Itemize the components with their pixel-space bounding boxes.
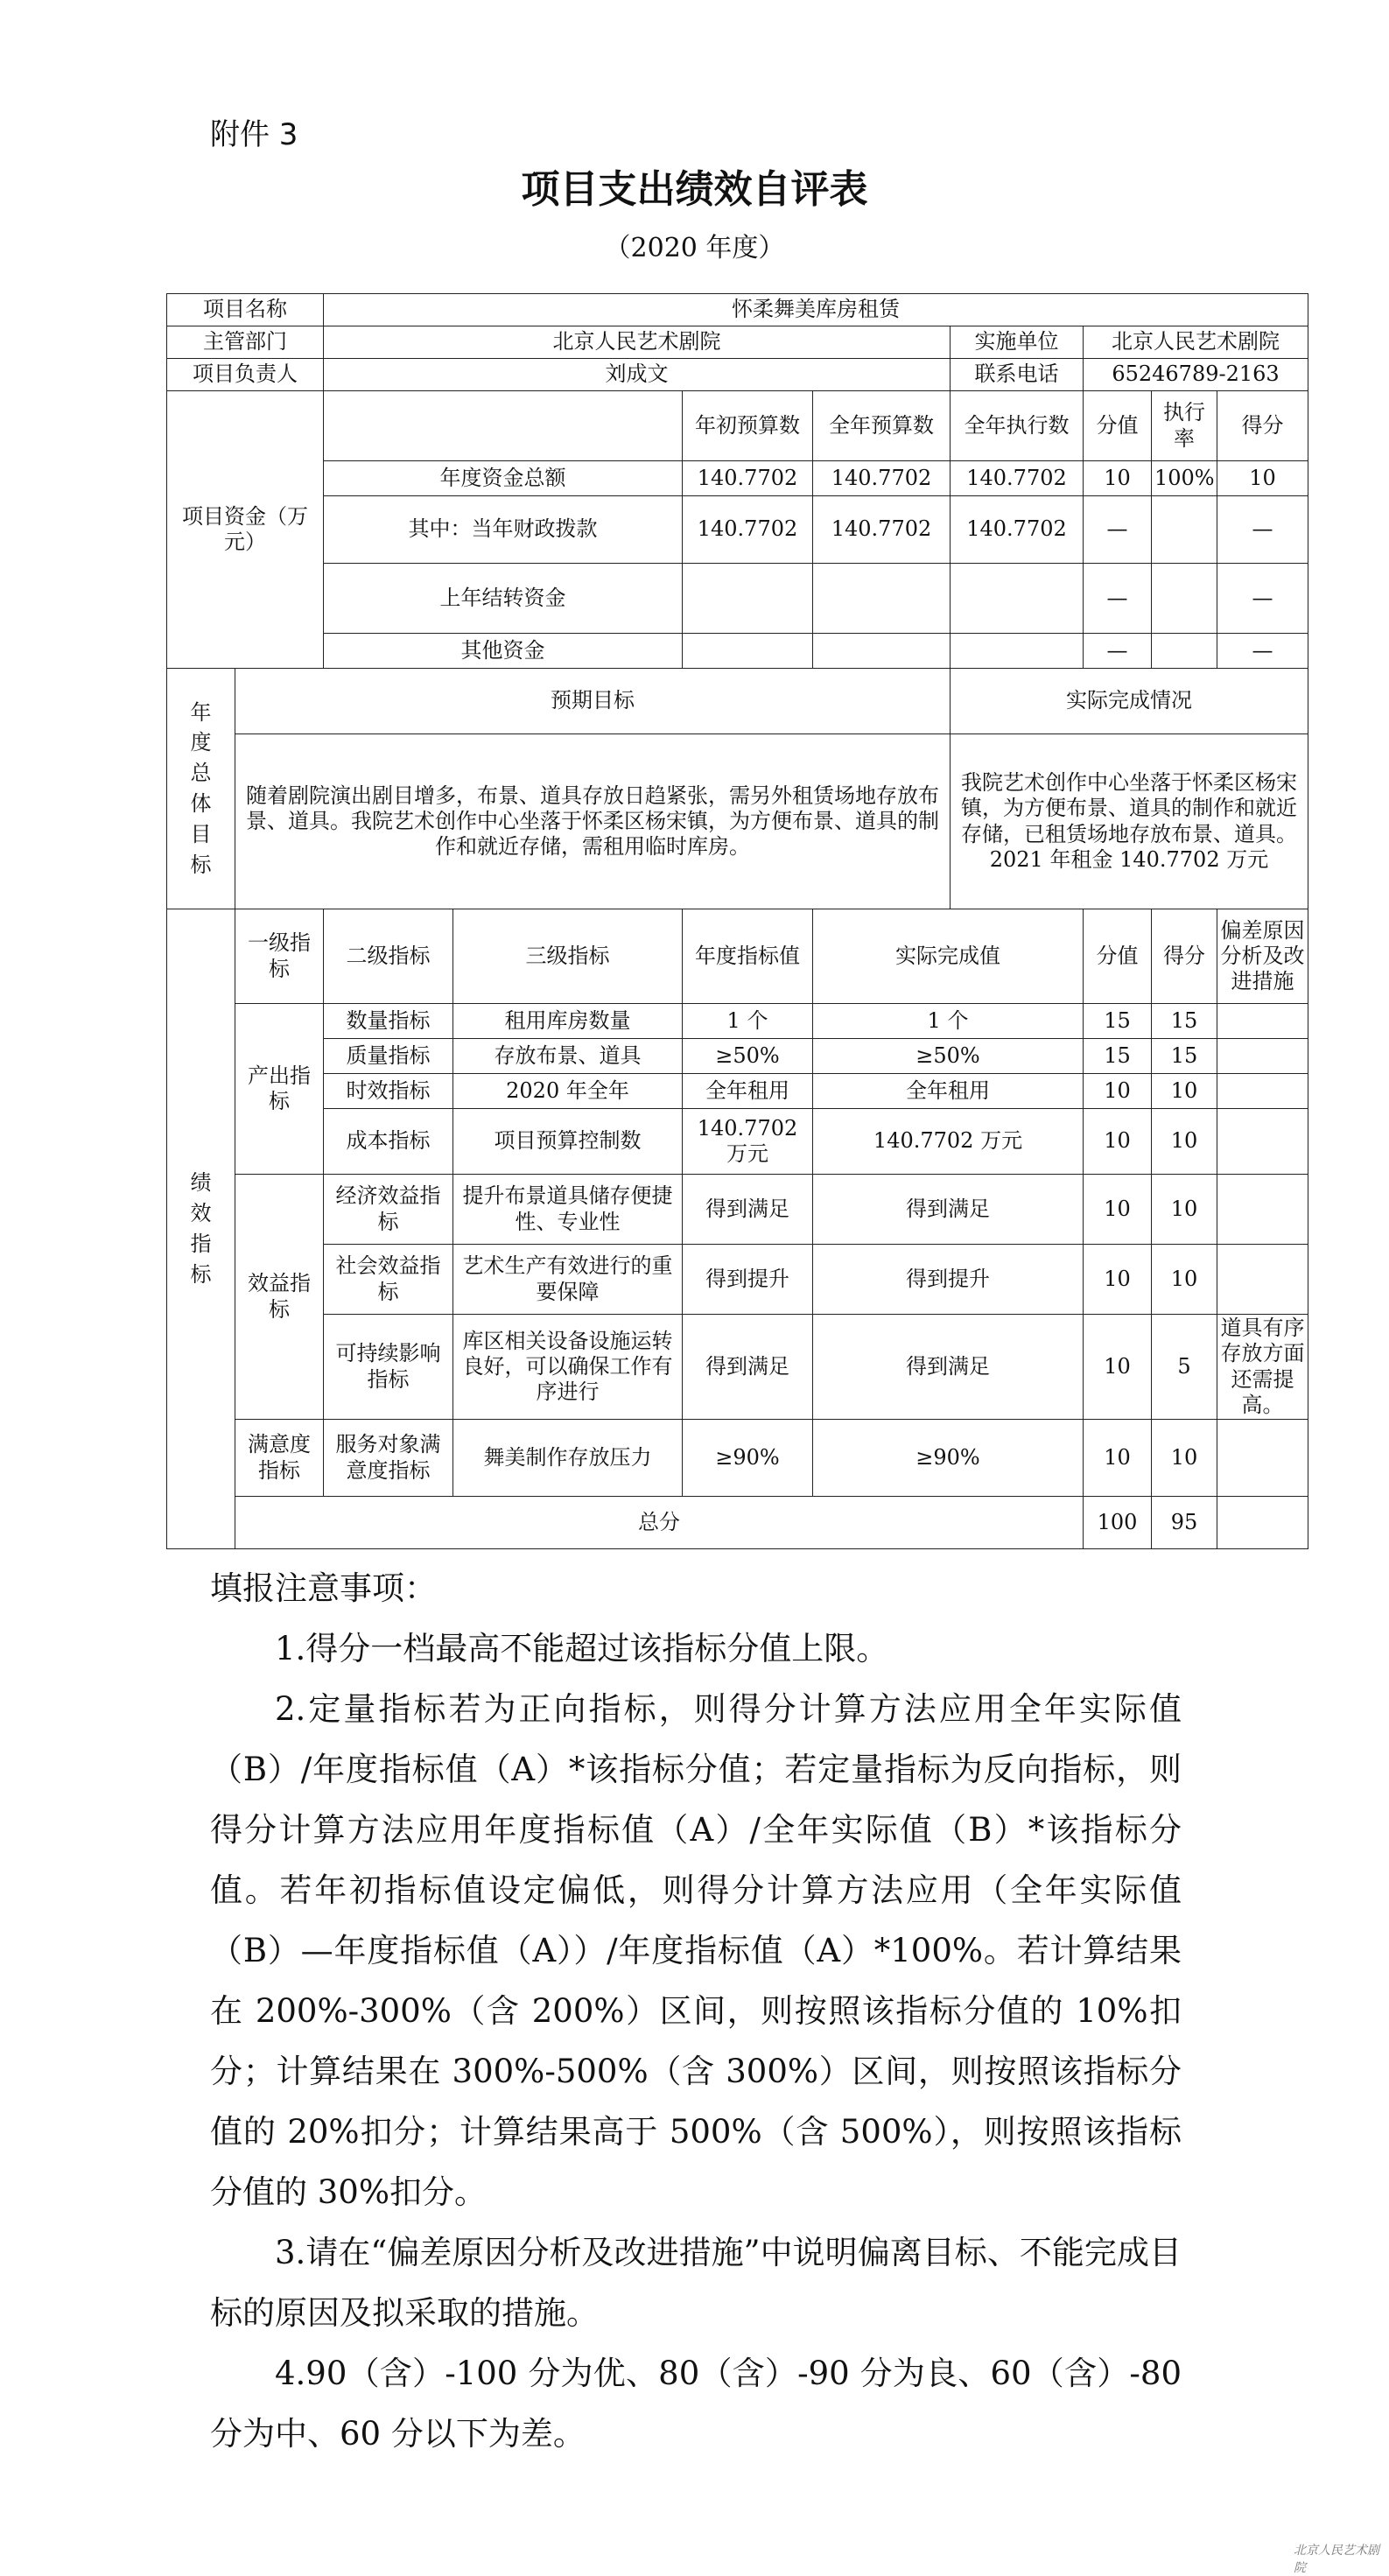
funds-cell: — (1217, 564, 1308, 634)
total-reason (1217, 1497, 1308, 1549)
funds-header-cell: 分值 (1084, 391, 1152, 461)
indicator-level3: 库区相关设备设施运转良好，可以确保工作有序进行 (453, 1315, 683, 1420)
indicator-level3: 2020 年全年 (453, 1074, 683, 1109)
expected-goal-text: 随着剧院演出剧目增多，布景、道具存放日趋紧张，需另外租赁场地存放布景、道具。我院艺术创作中心坐落于怀柔区杨宋镇，为方便布景、道具的制作和就近存储，需租用临时库房。 (235, 734, 951, 909)
indicator-score-value: 15 (1084, 1004, 1152, 1039)
funds-row (167, 496, 1308, 564)
funds-cell: — (1084, 634, 1152, 669)
self-evaluation-table (166, 293, 1308, 1549)
indicator-row (167, 1245, 1308, 1315)
project-name-value: 怀柔舞美库房租赁 (324, 294, 1308, 326)
header-score-value: 分值 (1084, 909, 1152, 1004)
funds-row (167, 634, 1308, 669)
funds-cell (951, 564, 1084, 634)
note-item: 3.请在“偏差原因分析及改进措施”中说明偏离目标、不能完成目标的原因及拟采取的措施。 (210, 2234, 1182, 2332)
indicator-level3: 租用库房数量 (453, 1004, 683, 1039)
actual-result-header: 实际完成情况 (951, 669, 1308, 734)
indicator-reason (1217, 1175, 1308, 1245)
indicator-actual: 得到满足 (813, 1315, 1084, 1420)
info-row-dept (167, 326, 1308, 359)
expected-goal-header: 预期目标 (235, 669, 951, 734)
indicator-score: 10 (1152, 1175, 1217, 1245)
indicator-actual: 得到满足 (813, 1175, 1084, 1245)
indicator-row (167, 1175, 1308, 1245)
total-label: 总分 (235, 1497, 1084, 1549)
indicator-reason (1217, 1004, 1308, 1039)
watermark: 北京人民艺术剧院 (1294, 2544, 1379, 2575)
funds-cell (1152, 496, 1217, 564)
funds-header-row (167, 391, 1308, 461)
funds-header-cell: 全年预算数 (813, 391, 951, 461)
funds-cell (683, 564, 813, 634)
note-item: 2.定量指标若为正向指标，则得分计算方法应用全年实际值（B）/年度指标值（A）*该指标分值；若定量指标为反向指标，则得分计算方法应用年度指标值（A）/全年实际值（B）*该指标分值。若年初指标值设定偏低，则得分计算方法应用（全年实际值（B）—年度指标值（A））/年度指标值（A）*100%。若计算结果在 200%-300%（含 200%）区间，则按照该指标分值的 10%扣分；计算结果在 300%-500%（含 300%）区间，则按照该指标分值的 20%扣分；计算结果高于 500%（含 500%），则按照该指标分值的 30%扣分。 (210, 1690, 1182, 2211)
indicator-level1: 效益指标 (235, 1175, 324, 1420)
goals-content-row (167, 734, 1308, 909)
indicator-score: 10 (1152, 1109, 1217, 1175)
funds-row-name: 其中：当年财政拨款 (324, 496, 683, 564)
indicator-level3: 项目预算控制数 (453, 1109, 683, 1175)
funds-cell: 140.7702 (951, 461, 1084, 496)
indicator-score: 15 (1152, 1004, 1217, 1039)
funds-cell (1152, 634, 1217, 669)
funds-cell: 140.7702 (813, 496, 951, 564)
filling-notes (210, 1558, 1182, 2464)
indicator-score-value: 15 (1084, 1039, 1152, 1074)
funds-label: 项目资金（万元） (167, 391, 324, 669)
funds-row-name: 其他资金 (324, 634, 683, 669)
funds-cell: 140.7702 (813, 461, 951, 496)
funds-cell: — (1084, 496, 1152, 564)
actual-result-text: 我院艺术创作中心坐落于怀柔区杨宋镇，为方便布景、道具的制作和就近存储，已租赁场地存放布景、道具。2021 年租金 140.7702 万元 (951, 734, 1308, 909)
year-label: （2020 年度） (604, 233, 785, 263)
indicator-target: 得到提升 (683, 1245, 813, 1315)
funds-header-cell: 执行率 (1152, 391, 1217, 461)
project-name-label: 项目名称 (167, 294, 324, 326)
funds-cell (813, 564, 951, 634)
header-actual: 实际完成值 (813, 909, 1084, 1004)
note-item: 4.90（含）-100 分为优、80（含）-90 分为良、60（含）-80 分为中、60 分以下为差。 (210, 2355, 1182, 2453)
funds-header-blank (324, 391, 683, 461)
indicator-score: 10 (1152, 1420, 1217, 1497)
indicator-reason: 道具有序存放方面还需提高。 (1217, 1315, 1308, 1420)
indicator-target: ≥50% (683, 1039, 813, 1074)
total-value: 100 (1084, 1497, 1152, 1549)
indicator-score: 10 (1152, 1245, 1217, 1315)
indicator-row (167, 1315, 1308, 1420)
indicator-level2: 社会效益指标 (324, 1245, 453, 1315)
indicator-level2: 成本指标 (324, 1109, 453, 1175)
funds-cell: — (1217, 496, 1308, 564)
leader-label: 项目负责人 (167, 359, 324, 391)
header-score: 得分 (1152, 909, 1217, 1004)
dept-value: 北京人民艺术剧院 (324, 326, 951, 359)
indicator-reason (1217, 1109, 1308, 1175)
indicator-level2: 时效指标 (324, 1074, 453, 1109)
funds-row-name: 年度资金总额 (324, 461, 683, 496)
indicator-target: ≥90% (683, 1420, 813, 1497)
indicator-target: 得到满足 (683, 1175, 813, 1245)
indicator-score-value: 10 (1084, 1175, 1152, 1245)
indicator-row (167, 1074, 1308, 1109)
funds-cell: 100% (1152, 461, 1217, 496)
funds-cell: 140.7702 (683, 461, 813, 496)
attachment-label: 附件 3 (210, 117, 298, 152)
indicator-target: 1 个 (683, 1004, 813, 1039)
notes-heading: 填报注意事项： (210, 1569, 437, 1607)
funds-cell (951, 634, 1084, 669)
indicator-target: 全年租用 (683, 1074, 813, 1109)
indicator-level3: 存放布景、道具 (453, 1039, 683, 1074)
funds-cell (683, 634, 813, 669)
indicator-header-row (167, 909, 1308, 1004)
goals-label: 年度总体目标 (167, 669, 235, 909)
note-item: 1.得分一档最高不能超过该指标分值上限。 (275, 1630, 889, 1667)
indicator-level2: 质量指标 (324, 1039, 453, 1074)
funds-header-cell: 年初预算数 (683, 391, 813, 461)
indicator-actual: 全年租用 (813, 1074, 1084, 1109)
indicator-score: 15 (1152, 1039, 1217, 1074)
dept-label: 主管部门 (167, 326, 324, 359)
indicator-score-value: 10 (1084, 1074, 1152, 1109)
indicator-row (167, 1004, 1308, 1039)
funds-cell: 10 (1084, 461, 1152, 496)
indicator-score-value: 10 (1084, 1315, 1152, 1420)
goals-header-row (167, 669, 1308, 734)
funds-row (167, 564, 1308, 634)
impl-value: 北京人民艺术剧院 (1084, 326, 1308, 359)
funds-cell (1152, 564, 1217, 634)
indicator-reason (1217, 1420, 1308, 1497)
indicator-actual: 得到提升 (813, 1245, 1084, 1315)
funds-row (167, 461, 1308, 496)
indicator-level2: 数量指标 (324, 1004, 453, 1039)
funds-cell: 10 (1217, 461, 1308, 496)
indicator-level2: 服务对象满意度指标 (324, 1420, 453, 1497)
impl-label: 实施单位 (951, 326, 1084, 359)
indicator-row (167, 1039, 1308, 1074)
total-score: 95 (1152, 1497, 1217, 1549)
indicator-level3: 舞美制作存放压力 (453, 1420, 683, 1497)
indicator-row (167, 1109, 1308, 1175)
indicator-level2: 可持续影响指标 (324, 1315, 453, 1420)
info-row-leader (167, 359, 1308, 391)
header-level1: 一级指标 (235, 909, 324, 1004)
indicator-level2: 经济效益指标 (324, 1175, 453, 1245)
performance-label: 绩效指标 (167, 909, 235, 1549)
indicator-actual: ≥50% (813, 1039, 1084, 1074)
funds-row-name: 上年结转资金 (324, 564, 683, 634)
indicator-reason (1217, 1074, 1308, 1109)
indicator-level3: 提升布景道具储存便捷性、专业性 (453, 1175, 683, 1245)
indicator-score-value: 10 (1084, 1109, 1152, 1175)
indicator-score-value: 10 (1084, 1420, 1152, 1497)
page-title: 项目支出绩效自评表 (521, 167, 868, 212)
indicator-level1: 满意度指标 (235, 1420, 324, 1497)
header-level3: 三级指标 (453, 909, 683, 1004)
indicator-row (167, 1420, 1308, 1497)
funds-cell: 140.7702 (683, 496, 813, 564)
funds-header-cell: 得分 (1217, 391, 1308, 461)
funds-cell: 140.7702 (951, 496, 1084, 564)
indicator-actual: ≥90% (813, 1420, 1084, 1497)
indicator-level3: 艺术生产有效进行的重要保障 (453, 1245, 683, 1315)
indicator-target: 140.7702 万元 (683, 1109, 813, 1175)
funds-header-cell: 全年执行数 (951, 391, 1084, 461)
phone-label: 联系电话 (951, 359, 1084, 391)
indicator-actual: 1 个 (813, 1004, 1084, 1039)
indicator-actual: 140.7702 万元 (813, 1109, 1084, 1175)
header-target: 年度指标值 (683, 909, 813, 1004)
indicator-level1: 产出指标 (235, 1004, 324, 1175)
phone-value: 65246789-2163 (1084, 359, 1308, 391)
indicator-score: 10 (1152, 1074, 1217, 1109)
indicator-score-value: 10 (1084, 1245, 1152, 1315)
header-reason: 偏差原因分析及改进措施 (1217, 909, 1308, 1004)
header-level2: 二级指标 (324, 909, 453, 1004)
indicator-score: 5 (1152, 1315, 1217, 1420)
funds-cell (813, 634, 951, 669)
info-row-project (167, 294, 1308, 326)
indicator-reason (1217, 1245, 1308, 1315)
indicator-target: 得到满足 (683, 1315, 813, 1420)
total-row (167, 1497, 1308, 1549)
funds-cell: — (1084, 564, 1152, 634)
indicator-reason (1217, 1039, 1308, 1074)
funds-cell: — (1217, 634, 1308, 669)
leader-value: 刘成文 (324, 359, 951, 391)
